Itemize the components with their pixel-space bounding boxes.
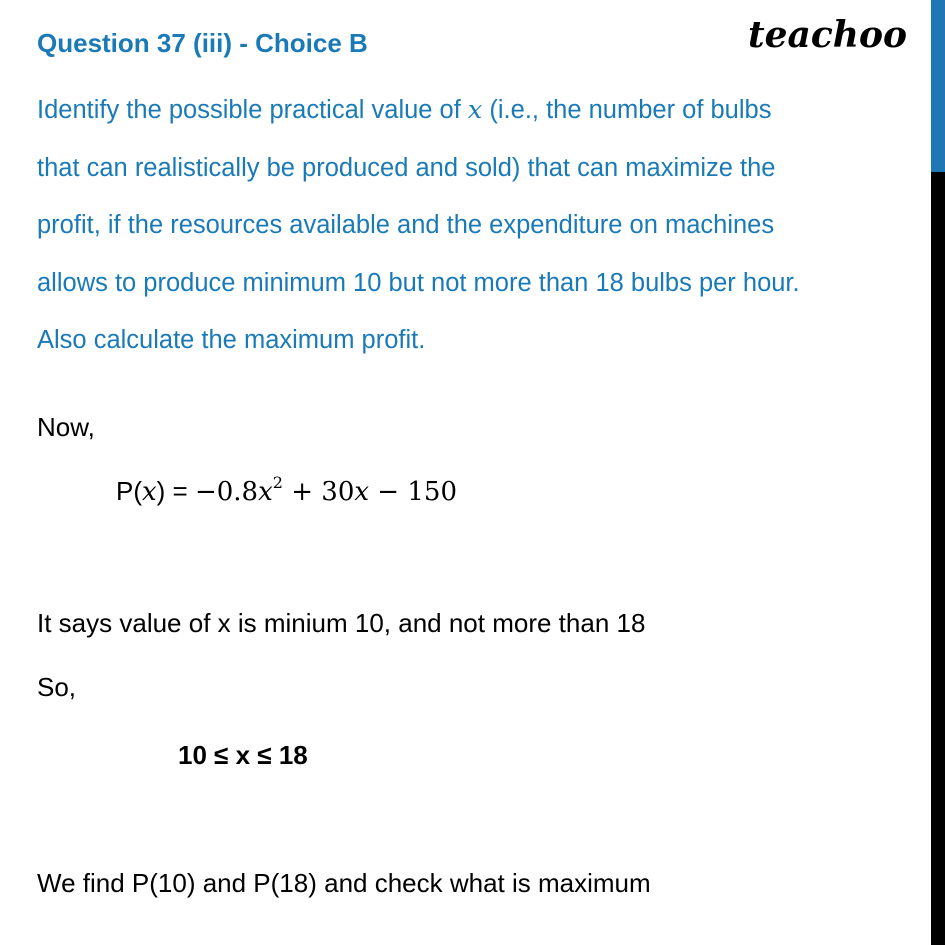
scrollbar-track-fill[interactable]	[931, 172, 945, 945]
equation-p: P(	[116, 476, 142, 506]
question-text	[37, 82, 932, 370]
equation-equals: ) =	[156, 476, 195, 506]
equation-const: − 150	[369, 477, 457, 507]
variable-x: x	[467, 95, 483, 125]
equation-exponent: 2	[272, 473, 283, 492]
teachoo-logo: teachoo	[748, 14, 907, 56]
profit-equation	[116, 473, 457, 507]
now-label: Now,	[37, 412, 95, 442]
equation-coef-b: + 30	[282, 477, 355, 507]
equation-x2: x	[354, 477, 370, 507]
inequality: 10 ≤ x ≤ 18	[178, 740, 308, 770]
question-line-1-pre: Identify the possible practical value of	[37, 96, 468, 124]
find-statement: We find P(10) and P(18) and check what is maximum	[37, 868, 651, 898]
equation-rhs	[194, 473, 457, 507]
question-line-2: that can realistically be produced and sold) that can maximize the	[37, 153, 776, 182]
equation-x1: x	[258, 477, 273, 507]
equation-coef-a: −0.8	[194, 477, 259, 507]
range-statement: It says value of x is minium 10, and not more than 18	[37, 608, 646, 638]
so-label: So,	[37, 672, 77, 702]
question-line-1-post: (i.e., the number of bulbs	[482, 96, 772, 124]
question-line-1	[37, 82, 932, 140]
question-line-5: Also calculate the maximum profit.	[37, 326, 426, 354]
question-heading: Question 37 (iii) - Choice B	[37, 28, 368, 58]
scrollbar-thumb[interactable]	[931, 0, 945, 172]
question-line-3: profit, if the resources available and the expenditure on machines	[37, 211, 775, 239]
scrollbar[interactable]	[931, 0, 945, 945]
equation-lhs-x: x	[142, 477, 157, 507]
question-line-4: allows to produce minimum 10 but not more than 18 bulbs per hour.	[37, 268, 800, 297]
